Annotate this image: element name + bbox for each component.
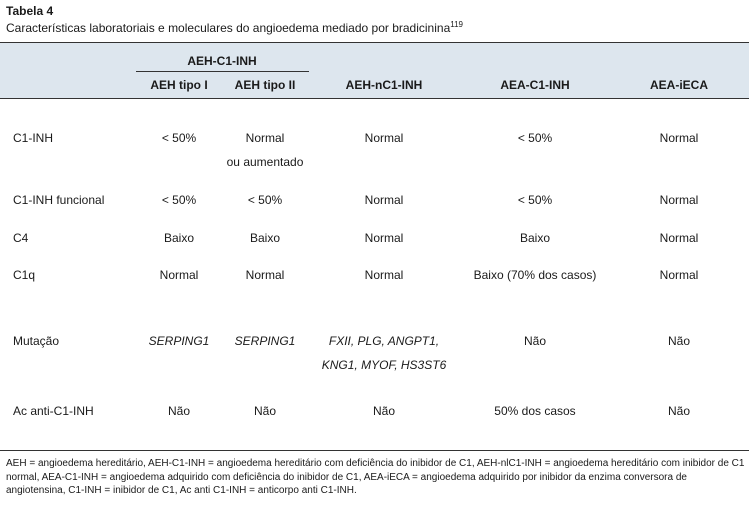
table-cell: Baixo xyxy=(163,231,195,245)
row-label-mutacao: Mutação xyxy=(13,334,60,348)
row-label-c1q: C1q xyxy=(13,268,36,282)
table-cell: Normal xyxy=(159,268,199,282)
table-cell: Normal xyxy=(659,268,699,282)
table-cell: < 50% xyxy=(161,193,197,207)
col-header-aea-ieca: AEA-iECA xyxy=(649,78,709,92)
table-subtitle xyxy=(6,21,463,35)
table-cell: Normal xyxy=(364,231,404,245)
table-cell: SERPING1 xyxy=(234,334,296,348)
table-cell: Não xyxy=(167,404,191,418)
col-header-aeh-tipo-2: AEH tipo II xyxy=(234,78,296,92)
table-cell: Não xyxy=(667,404,691,418)
col-header-aeh-nc1-inh: AEH-nC1-INH xyxy=(345,78,423,92)
table-cell: Não xyxy=(667,334,691,348)
table-cell: Normal xyxy=(364,268,404,282)
table-bottom-rule xyxy=(0,450,749,451)
row-label-c1-inh-funcional: C1-INH funcional xyxy=(13,193,105,207)
table-cell: Baixo xyxy=(519,231,551,245)
table-cell: Normal xyxy=(659,193,699,207)
table-cell: < 50% xyxy=(517,193,553,207)
group-header: AEH-C1-INH xyxy=(187,54,257,68)
table-cell: Normal xyxy=(659,231,699,245)
table-cell: Não xyxy=(253,404,277,418)
row-label-c1-inh: C1-INH xyxy=(13,131,54,145)
table-cell-continuation: KNG1, MYOF, HS3ST6 xyxy=(321,358,447,372)
table-cell: < 50% xyxy=(517,131,553,145)
row-label-ac-anti-c1-inh: Ac anti-C1-INH xyxy=(13,404,94,418)
table-cell: Normal xyxy=(245,131,285,145)
table-cell: 50% dos casos xyxy=(494,404,576,418)
table-cell: Baixo (70% dos casos) xyxy=(473,268,597,282)
table-cell: Normal xyxy=(364,131,404,145)
table-cell: Baixo xyxy=(249,231,281,245)
group-header-rule xyxy=(136,71,309,72)
table-cell: SERPING1 xyxy=(148,334,210,348)
col-header-aea-c1-inh: AEA-C1-INH xyxy=(500,78,570,92)
col-header-aeh-tipo-1: AEH tipo I xyxy=(150,78,208,92)
table-cell-continuation: ou aumentado xyxy=(226,155,304,169)
subtitle-reference: 119 xyxy=(450,20,464,29)
table-cell: Não xyxy=(523,334,547,348)
table-title: Tabela 4 xyxy=(6,4,54,18)
table-cell: Normal xyxy=(364,193,404,207)
subtitle-text: Características laboratoriais e moleculares do angioedema mediado por bradicinina xyxy=(6,21,451,35)
row-label-c4: C4 xyxy=(13,231,29,245)
table-cell: Não xyxy=(372,404,396,418)
header-bottom-rule xyxy=(0,98,749,99)
table-footnote: AEH = angioedema hereditário, AEH-C1-INH = angioedema hereditário com deficiência do inibidor de C1, AEH-nlC1-INH = angioedema hereditário com inibidor de C1 normal, AEA-C1-INH = angioedema adquirido com deficiência do inibidor de C1, AEA-iECA = angioedema adquirido por inibidor da enzima conversora de angiotensina, C1-INH = inibidor de C1, Ac anti C1-INH = anticorpo anti C1-INH. xyxy=(6,458,745,496)
table-cell: Normal xyxy=(659,131,699,145)
table-cell: < 50% xyxy=(161,131,197,145)
table-cell: < 50% xyxy=(247,193,283,207)
table-cell: Normal xyxy=(245,268,285,282)
table-cell: FXII, PLG, ANGPT1, xyxy=(328,334,440,348)
